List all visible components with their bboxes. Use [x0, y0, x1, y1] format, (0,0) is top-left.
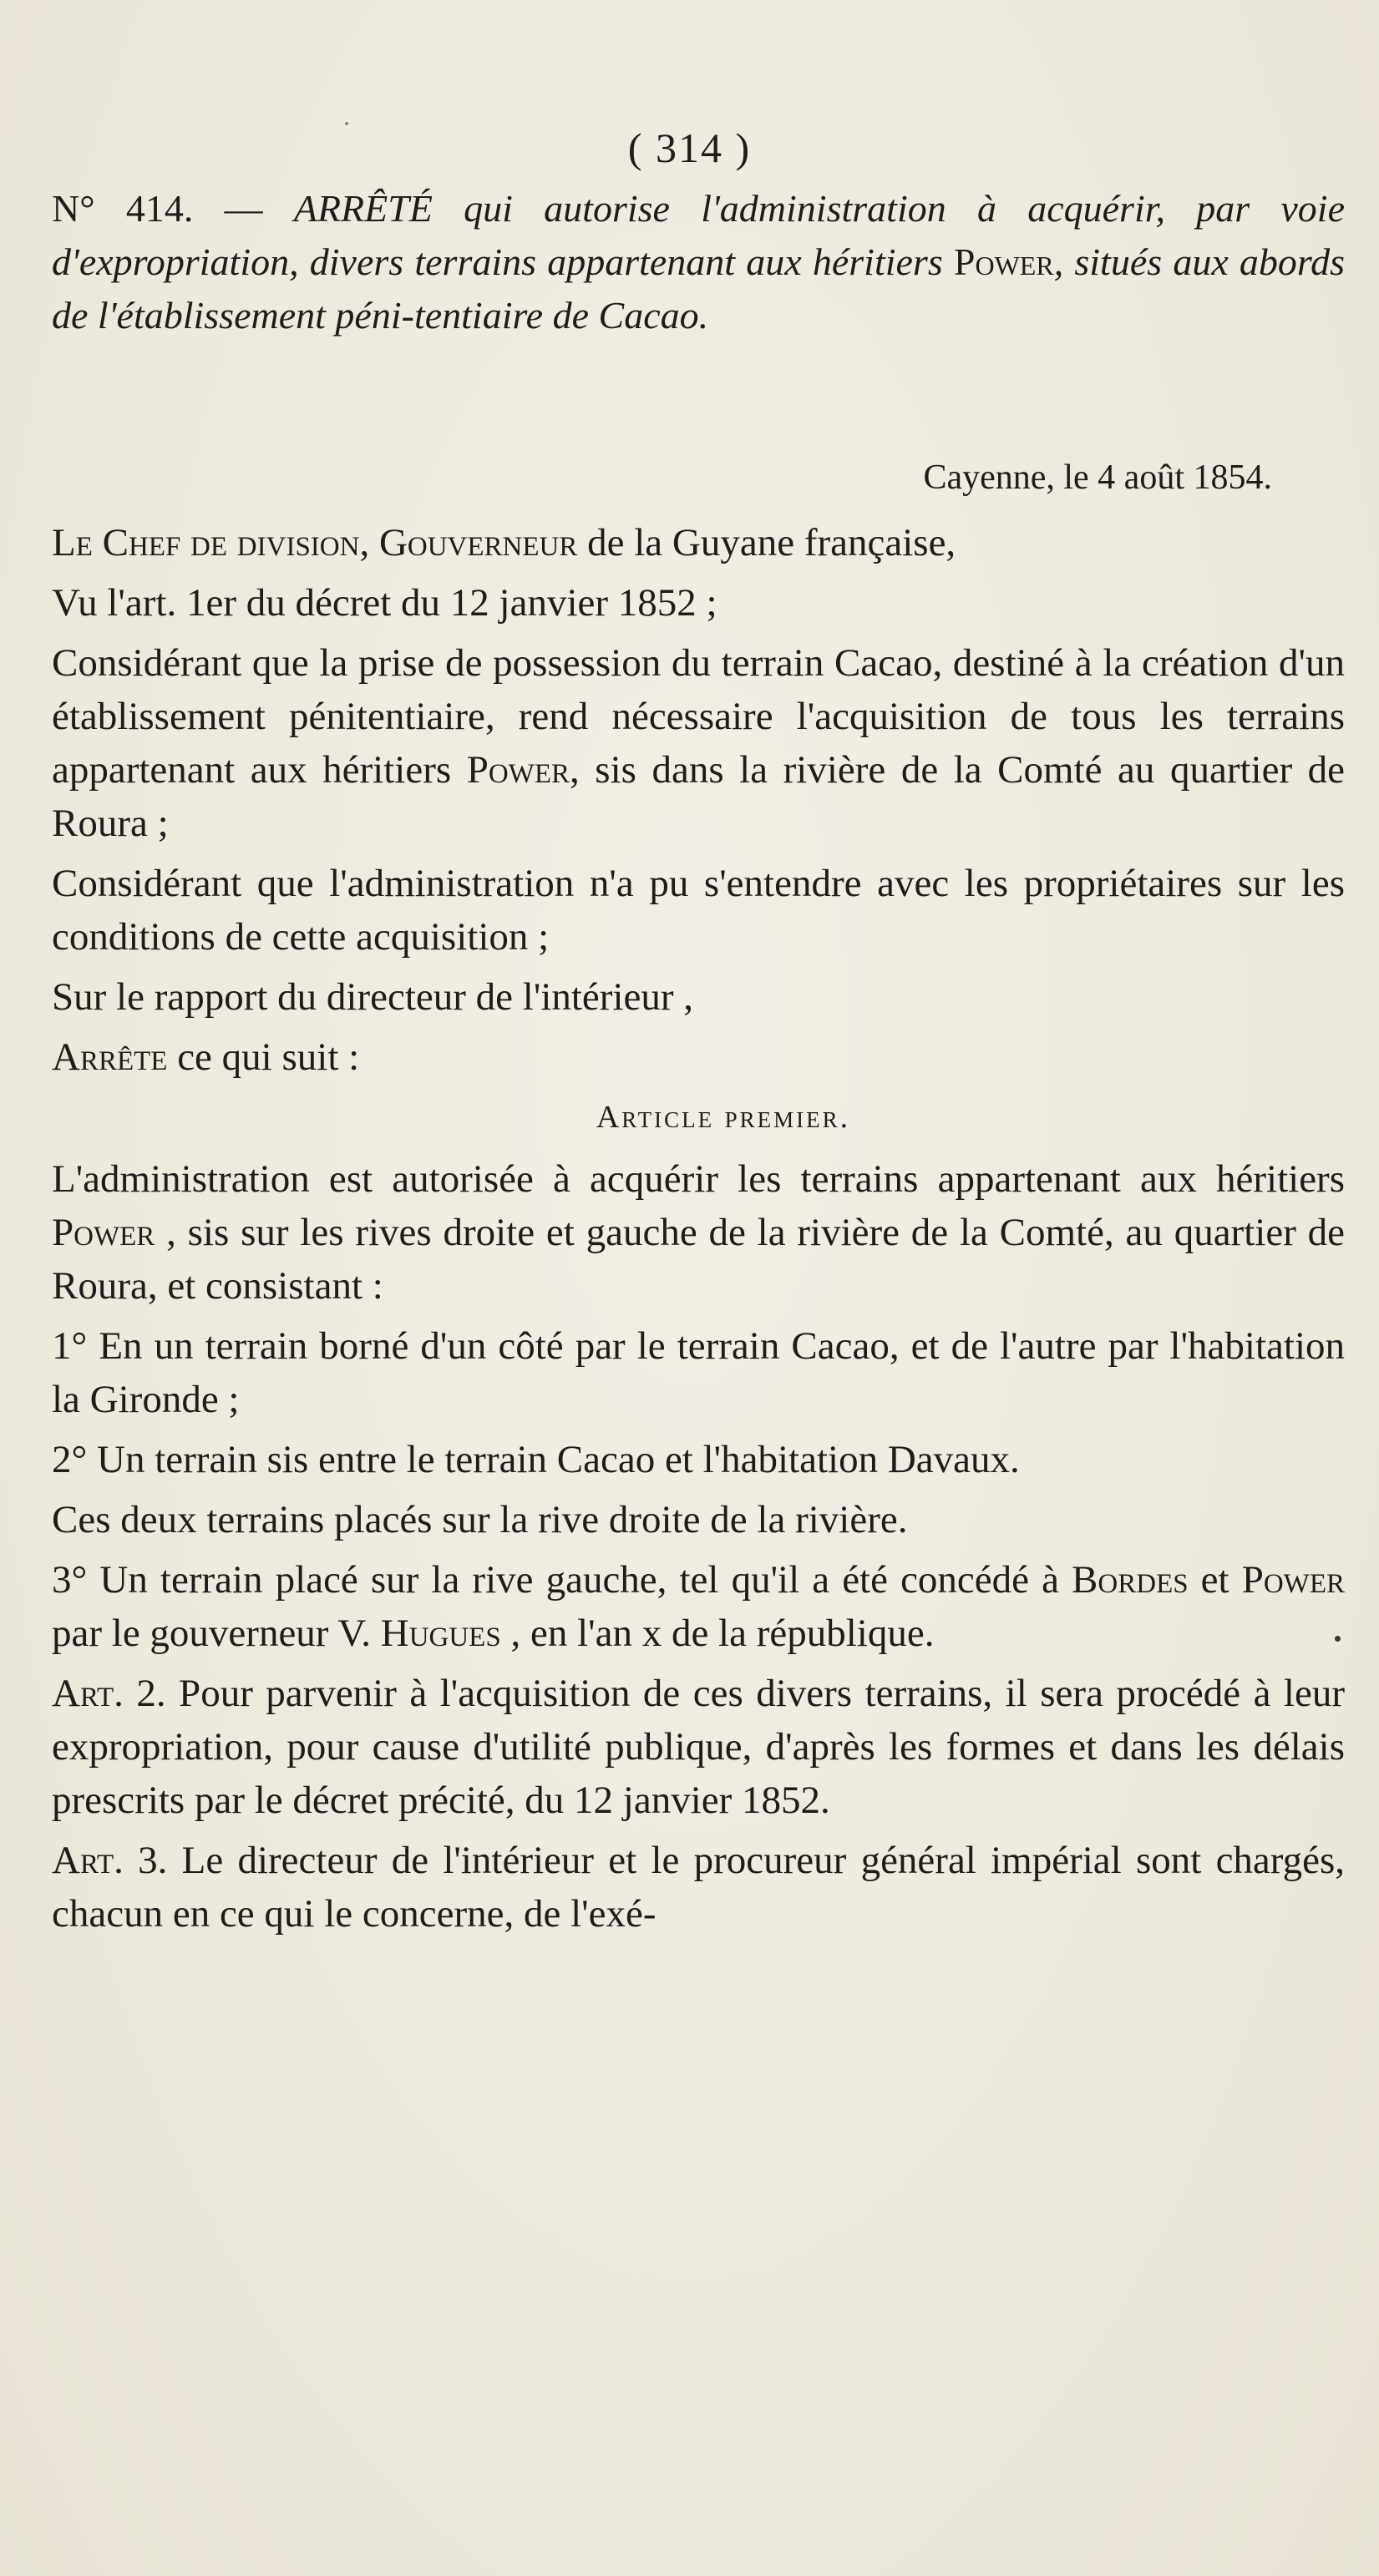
decree-title-text-1: ARRÊTÉ qui autorise l'administration à acquérir, par voie d'expropriation, divers terrains appartenant aux héritiers	[52, 187, 1346, 283]
article-1-text-a: L'administration est autorisée à acquérir les terrains appartenant aux héritiers	[52, 1157, 1345, 1201]
item-3-name-1: Bordes	[1072, 1558, 1189, 1602]
item-3-text-b: et	[1188, 1558, 1242, 1602]
page-number: ( 314 )	[627, 124, 752, 171]
paragraph-article-2	[52, 1667, 1345, 1827]
considerant-1-text-a: Considérant que la prise de possession du terrain Cacao, destiné à la création d'un établissement pénitentiaire, rend nécessaire l'acquisition de tous les terrains appartenant aux héritiers	[52, 641, 1345, 792]
decree-body	[52, 516, 1345, 1947]
article-1-text-b: , sis sur les rives droite et gauche de la rivière de la Comté, au quartier de Roura, et consistant :	[52, 1211, 1345, 1308]
article-3-label: Art. 3.	[52, 1839, 168, 1882]
paragraph-item-2: 2° Un terrain sis entre le terrain Cacao et l'habitation Davaux.	[52, 1438, 1020, 1481]
arrete-rest: ce qui suit :	[167, 1035, 360, 1079]
margin-dot	[1335, 1636, 1341, 1642]
paragraph-considerant-1	[52, 636, 1345, 850]
considerant-1-name: Power	[466, 748, 570, 792]
paragraph-authority	[52, 516, 1345, 569]
paragraph-article-3	[52, 1834, 1345, 1941]
item-3-name-3: Hugues	[380, 1612, 501, 1655]
item-3-name-2: Power	[1241, 1558, 1345, 1602]
item-3-text-a: 3° Un terrain placé sur la rive gauche, tel qu'il a été concédé à	[52, 1558, 1072, 1602]
paragraph-vu: Vu l'art. 1er du décret du 12 janvier 1852 ;	[52, 581, 717, 625]
decree-title-text-2: , situés aux abords de l'établissement péni-tentiaire de Cacao.	[52, 240, 1346, 337]
paragraph-item-1: 1° En un terrain borné d'un côté par le terrain Cacao, et de l'autre par l'habitation la Gironde ;	[52, 1324, 1345, 1421]
item-3-text-d: , en l'an x de la république.	[500, 1612, 935, 1655]
arrete-keyword: Arrête	[52, 1035, 168, 1079]
item-3-text-c: par le gouverneur V.	[52, 1612, 381, 1655]
paragraph-considerant-2: Considérant que l'administration n'a pu s'entendre avec les propriétaires sur les conditions de cette acquisition ;	[52, 862, 1345, 959]
article-1-name: Power	[52, 1211, 155, 1254]
decree-title	[52, 182, 1345, 342]
article-3-text: Le directeur de l'intérieur et le procureur général impérial sont chargés, chacun en ce qui le concerne, de l'exé-	[52, 1839, 1345, 1936]
paragraph-rive-droite: Ces deux terrains placés sur la rive droite de la rivière.	[52, 1498, 908, 1541]
article-2-text: Pour parvenir à l'acquisition de ces divers terrains, il sera procédé à leur expropriation, pour cause d'utilité publique, d'après les formes et dans les délais prescrits par le décret précité, du 12 janvier 1852.	[52, 1672, 1345, 1822]
paragraph-rapport: Sur le rapport du directeur de l'intérieur ,	[52, 975, 694, 1019]
decree-number: N° 414. —	[52, 187, 263, 230]
place-date: Cayenne, le 4 août 1854.	[923, 458, 1272, 497]
paragraph-arrete	[52, 1030, 1345, 1084]
article-2-label: Art. 2.	[52, 1672, 166, 1715]
considerant-1-text-b: , sis dans la rivière de la Comté au quartier de Roura ;	[52, 748, 1346, 845]
decree-title-name: Power	[953, 240, 1054, 283]
authority-rest: de la Guyane française,	[577, 521, 956, 564]
paragraph-article-1	[52, 1152, 1345, 1313]
paragraph-item-3	[52, 1553, 1345, 1660]
authority-title: Le Chef de division, Gouverneur	[52, 521, 578, 564]
article-heading: Article premier.	[596, 1100, 851, 1135]
